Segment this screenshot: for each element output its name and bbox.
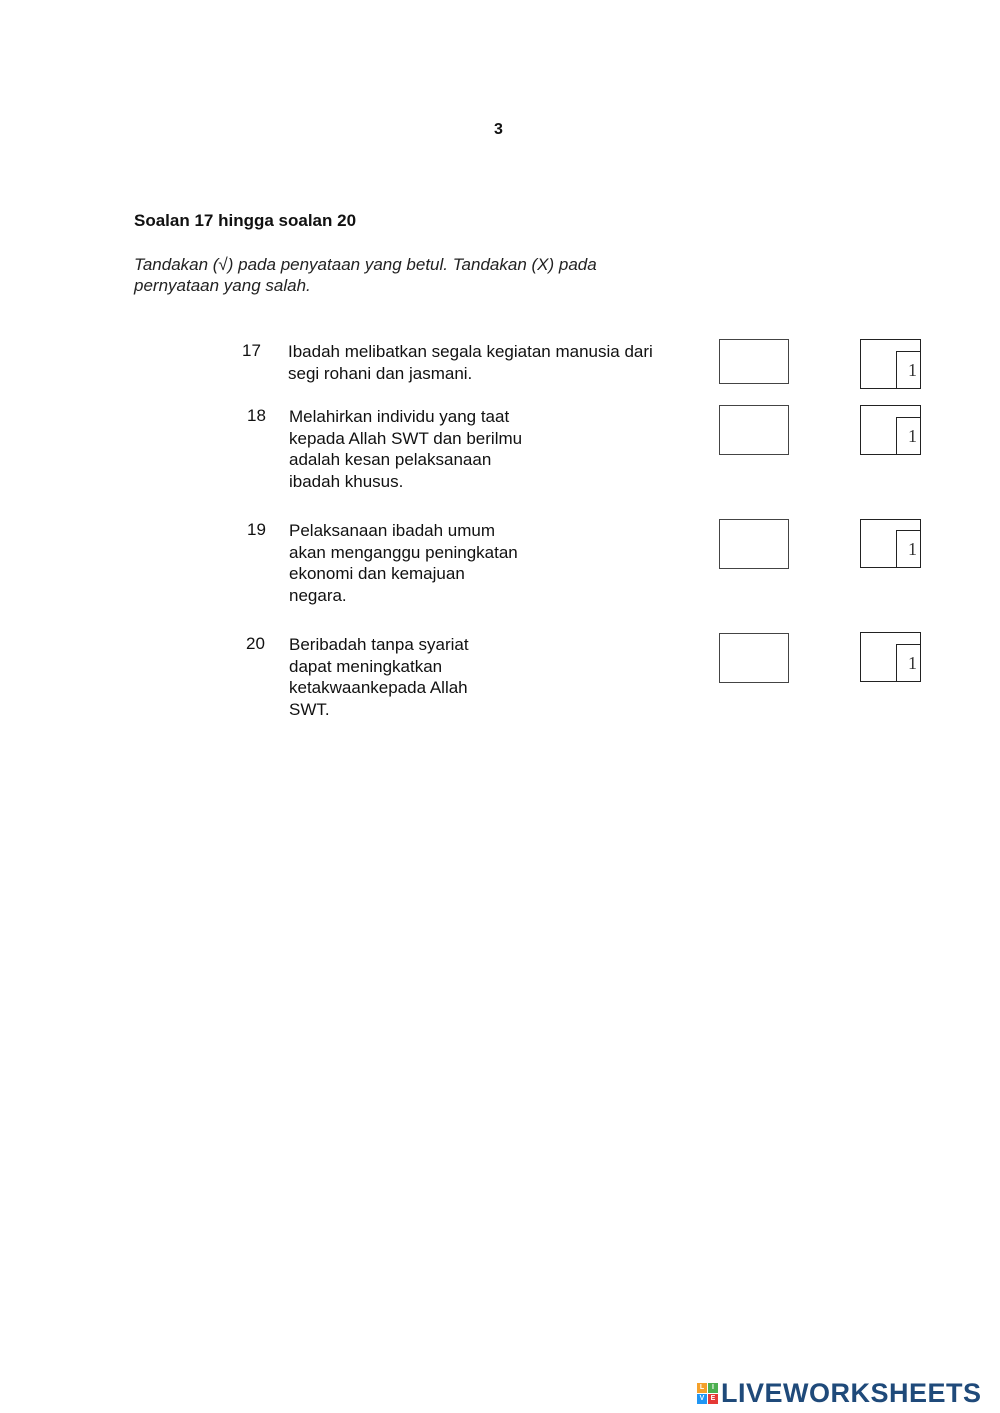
question-line: Ibadah melibatkan segala kegiatan manusia dari xyxy=(288,342,653,361)
question-text xyxy=(289,634,469,720)
liveworksheets-icon xyxy=(697,1383,718,1404)
question-line: adalah kesan pelaksanaan xyxy=(289,450,492,469)
question-number: 18 xyxy=(247,406,266,425)
logo-square-icon: I xyxy=(708,1383,718,1393)
question-line: negara. xyxy=(289,585,347,605)
brand-name: LIVEWORKSHEETS xyxy=(721,1377,982,1408)
question-line: SWT. xyxy=(289,699,330,719)
logo-square-icon: E xyxy=(708,1394,718,1404)
mark-value: 1 xyxy=(896,417,921,455)
answer-box-19[interactable] xyxy=(719,519,789,569)
question-text xyxy=(289,406,522,492)
question-number: 17 xyxy=(242,341,261,360)
mark-value: 1 xyxy=(896,351,921,389)
instruction-line-1: Tandakan (√) pada penyataan yang betul. Tandakan (X) pada xyxy=(134,255,597,274)
question-line: segi rohani dan jasmani. xyxy=(288,363,473,383)
question-line: Beribadah tanpa syariat xyxy=(289,635,469,654)
question-line: ekonomi dan kemajuan xyxy=(289,564,465,583)
answer-box-18[interactable] xyxy=(719,405,789,455)
answer-box-20[interactable] xyxy=(719,633,789,683)
mark-value: 1 xyxy=(896,530,921,568)
question-line: ketakwaankepada Allah xyxy=(289,678,468,697)
liveworksheets-logo xyxy=(697,1379,982,1407)
question-line: Melahirkan individu yang taat xyxy=(289,407,510,426)
question-number: 20 xyxy=(246,634,265,653)
page-number: 3 xyxy=(494,121,503,138)
logo-square-icon: V xyxy=(697,1394,707,1404)
question-text xyxy=(288,341,653,384)
question-line: dapat meningkatkan xyxy=(289,656,443,676)
answer-box-17[interactable] xyxy=(719,339,789,384)
mark-box xyxy=(860,519,921,568)
mark-box xyxy=(860,405,921,455)
mark-box xyxy=(860,339,921,389)
question-line: Pelaksanaan ibadah umum xyxy=(289,521,496,540)
instruction-line-2: pernyataan yang salah. xyxy=(134,276,311,295)
question-line: akan menganggu peningkatan xyxy=(289,542,518,562)
instructions xyxy=(134,254,694,296)
logo-square-icon: L xyxy=(697,1383,707,1393)
mark-value: 1 xyxy=(896,644,921,682)
question-line: kepada Allah SWT dan berilmu xyxy=(289,428,523,448)
question-text xyxy=(289,520,518,606)
question-number: 19 xyxy=(247,520,266,539)
question-line: ibadah khusus. xyxy=(289,471,404,491)
section-title: Soalan 17 hingga soalan 20 xyxy=(134,211,357,230)
mark-box xyxy=(860,632,921,682)
